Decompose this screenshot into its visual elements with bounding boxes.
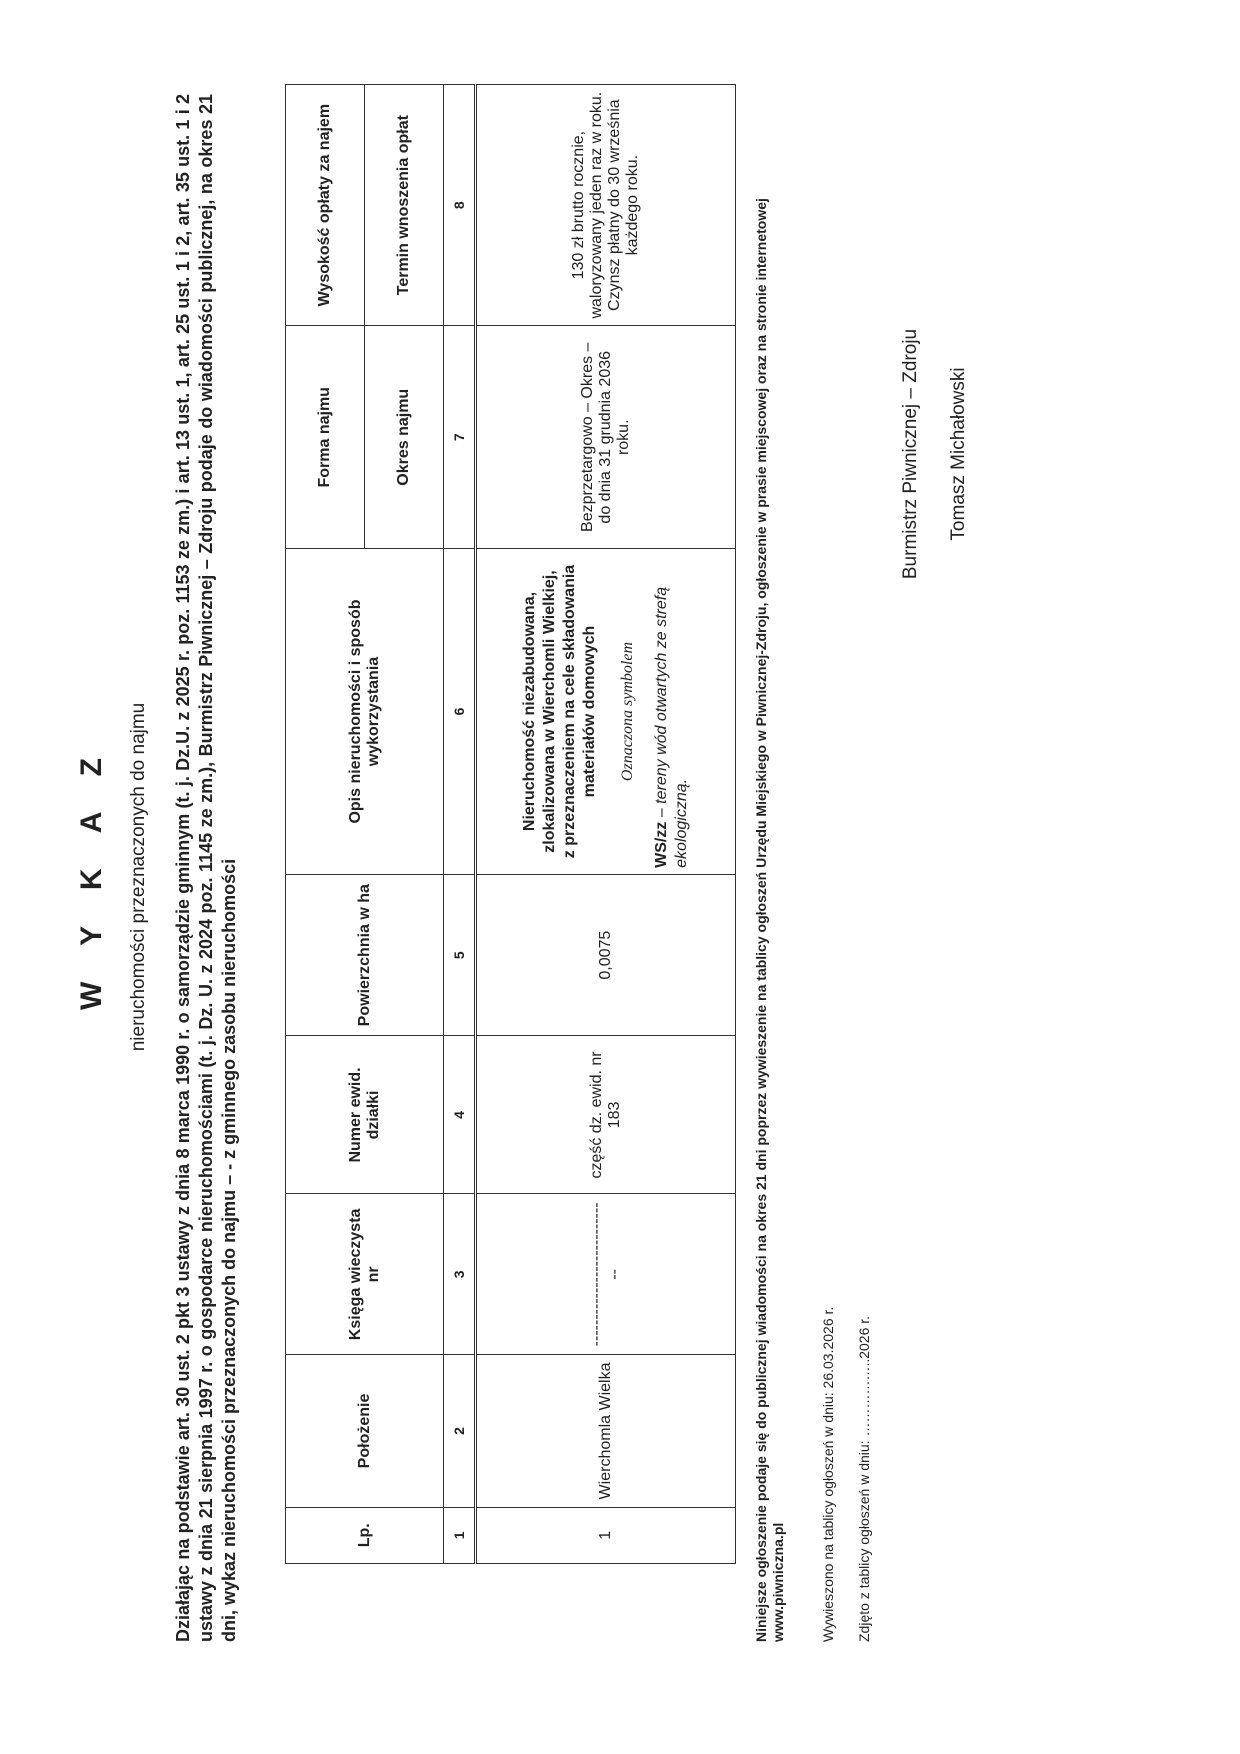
header-lp: Lp. — [286, 1507, 444, 1563]
column-number: 8 — [444, 85, 476, 326]
header-powierzchnia: Powierzchnia w ha — [286, 874, 444, 1036]
column-number: 1 — [444, 1507, 476, 1563]
column-number: 2 — [444, 1355, 476, 1507]
cell-opis — [476, 549, 736, 875]
header-wysokosc: Wysokość opłaty za najem — [286, 85, 365, 326]
signer-name: Tomasz Michałowski — [948, 367, 969, 541]
document-subtitle: nieruchomości przeznaczonych do najmu — [128, 702, 149, 1052]
opis-symbol-code: WS/zz — [653, 821, 670, 868]
cell-numer: część dz. ewid. nr 183 — [476, 1036, 736, 1194]
cell-polozenie: Wierchomla Wielka — [476, 1355, 736, 1507]
cell-ksiega: ----------------------------- — [476, 1194, 736, 1355]
intro-paragraph: Działając na podstawie art. 30 ust. 2 pkt 3 ustawy z dnia 8 marca 1990 r. o samorządzie gminnym (t. j. Dz.U. z 2025 r. poz. 1153 ze zm.) i art. 13 ust. 1, art. 25 ust. 1 i 2, art. 35 ust. 1 i 2 ustawy z dnia 21 sierpnia 1997 r. o gospodarce nieruchomościami (t. j. Dz. U. z 2024 poz. 1145 ze zm.), Burmistrz Piwnicznej – Zdroju podaje do wiadomości publicznej, na okres 21 dni, wykaz nieruchomości przeznaczonych do najmu – - z gminnego zasobu nieruchomości — [173, 94, 239, 1642]
header-polozenie: Położenie — [286, 1355, 444, 1507]
document-title: W Y K A Z — [75, 744, 108, 1011]
header-forma: Forma najmu — [286, 326, 365, 549]
column-number: 5 — [444, 874, 476, 1036]
opis-symbol-label: Oznaczona symbolem — [619, 641, 636, 782]
column-number: 7 — [444, 326, 476, 549]
signer-role: Burmistrz Piwnicznej – Zdroju — [900, 328, 921, 580]
cell-powierzchnia: 0,0075 — [476, 874, 736, 1036]
header-okres: Okres najmu — [365, 326, 444, 549]
publication-notice: Niniejsze ogłoszenie podaje się do publicznej wiadomości na okres 21 dni poprzez wywieszenie na tablicy ogłoszeń Urzędu Miejskiego w Piwnicznej-Zdroju, ogłoszenie w prasie miejscowej oraz na stronie internetowej www.piwniczna.pl — [753, 198, 786, 1642]
opis-text: Nieruchomość niezabudowana, zlokalizowana w Wierchomli Wielkiej, — [521, 570, 558, 853]
column-number: 4 — [444, 1036, 476, 1194]
cell-okres: Bezprzetargowo – Okres – do dnia 31 grudnia 2036 roku. — [476, 326, 736, 549]
cell-lp: 1 — [476, 1507, 736, 1563]
opis-symbol-line — [652, 555, 692, 868]
property-table — [285, 84, 736, 1564]
posted-date: Wywieszono na tablicy ogłoszeń w dniu: 26.03.2026 r. — [820, 1306, 836, 1642]
header-termin: Termin wnoszenia opłat — [365, 85, 444, 326]
column-number-row — [444, 85, 476, 1564]
column-number: 3 — [444, 1194, 476, 1355]
column-number: 6 — [444, 549, 476, 875]
header-ksiega: Księga wieczysta nr — [286, 1194, 444, 1355]
header-numer: Numer ewid. działki — [286, 1036, 444, 1194]
opis-symbol-desc: – tereny wód otwartych ze strefą ekologiczną. — [653, 586, 690, 868]
cell-oplata: 130 zł brutto rocznie, waloryzowany jeden raz w roku. Czynsz płatny do 30 września każdego roku. — [476, 85, 736, 326]
removed-date: Zdjęto z tablicy ogłoszeń w dniu: ……………..2026 r. — [856, 1315, 872, 1642]
table-row — [476, 85, 736, 1564]
opis-purpose: z przeznaczeniem na cele składowania materiałów domowych — [561, 564, 598, 859]
header-opis: Opis nieruchomości i sposób wykorzystania — [286, 549, 444, 875]
